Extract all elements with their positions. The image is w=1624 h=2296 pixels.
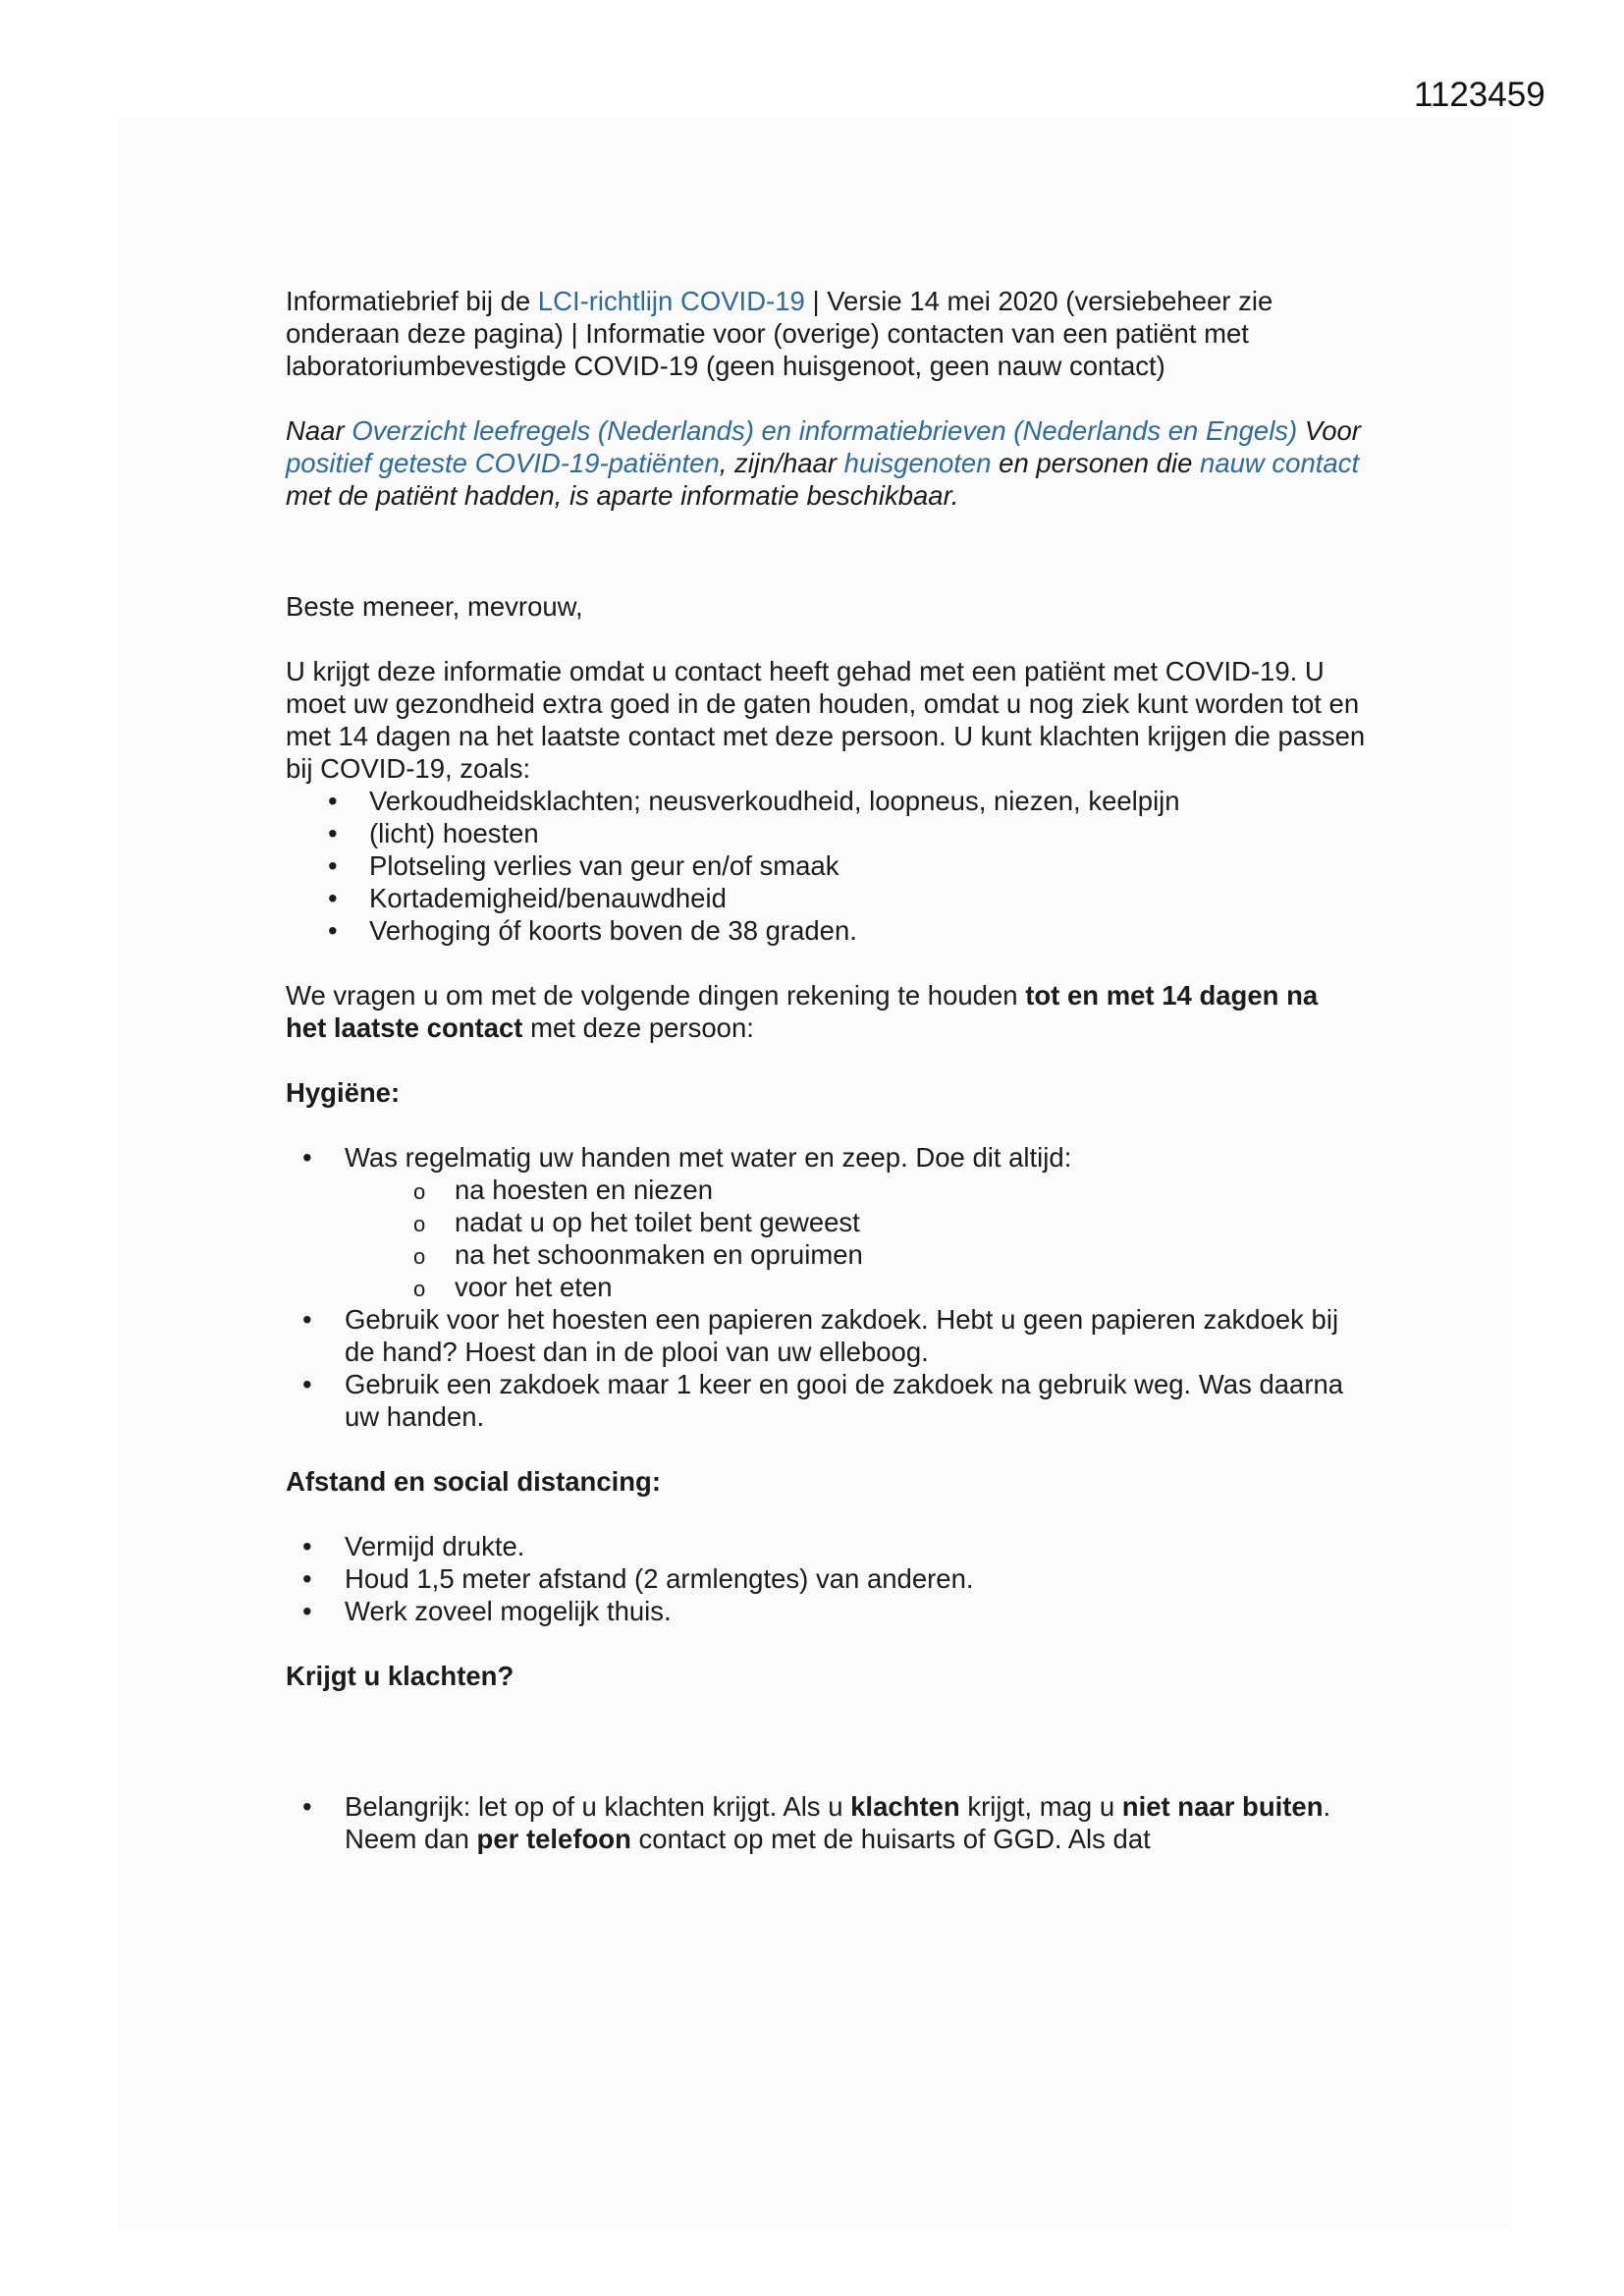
salutation: Beste meneer, mevrouw, <box>286 591 583 622</box>
list-item: o na het schoonmaken en opruimen <box>286 1238 1366 1271</box>
request-paragraph: We vragen u om met de volgende dingen rekening te houden tot en met 14 dagen na het laatste contact met deze persoon: <box>286 980 1319 1043</box>
list-item: • Houd 1,5 meter afstand (2 armlengtes) van anderen. <box>286 1562 1366 1595</box>
list-item: o voor het eten <box>286 1271 1366 1303</box>
list-item: • Werk zoveel mogelijk thuis. <box>286 1595 1366 1627</box>
list-item: • Verkoudheidsklachten; neusverkoudheid, loopneus, niezen, keelpijn <box>286 785 1366 817</box>
complaints-heading: Krijgt u klachten? <box>286 1661 514 1691</box>
header-paragraph: Informatiebrief bij de LCI-richtlijn COVID-19 | Versie 14 mei 2020 (versiebeheer zie onderaan deze pagina) | Informatie voor (overige) contacten van een patiënt met laboratoriumbevestigde COVID-19 (geen huisgenoot, geen nauw contact) <box>286 286 1273 381</box>
handwash-sublist <box>286 1174 1366 1303</box>
list-item: • Gebruik een zakdoek maar 1 keer en gooi de zakdoek na gebruik weg. Was daarna uw handen. <box>286 1368 1366 1433</box>
list-item: • Gebruik voor het hoesten een papieren zakdoek. Hebt u geen papieren zakdoek bij de hand? Hoest dan in de plooi van uw elleboog. <box>286 1303 1366 1368</box>
hygiene-list <box>286 1141 1366 1433</box>
symptom-list <box>286 785 1366 947</box>
document-body <box>286 285 1366 1855</box>
navigation-paragraph: Naar Overzicht leefregels (Nederlands) en informatiebrieven (Nederlands en Engels) Voor positief geteste COVID-19-patiënten, zijn/haar huisgenoten en personen die nauw contact met de patiënt hadden, is aparte informatie beschikbaar. <box>286 415 1361 511</box>
positive-patients-link[interactable]: positief geteste COVID-19-patiënten <box>286 448 720 478</box>
complaints-list <box>286 1790 1366 1855</box>
lci-guideline-link[interactable]: LCI-richtlijn COVID-19 <box>537 286 805 316</box>
distancing-heading: Afstand en social distancing: <box>286 1466 662 1497</box>
intro-paragraph: U krijgt deze informatie omdat u contact heeft gehad met een patiënt met COVID-19. U moet uw gezondheid extra goed in de gaten houden, omdat u nog ziek kunt worden tot en met 14 dagen na het laatste contact met deze persoon. U kunt klachten krijgen die passen bij COVID-19, zoals: <box>286 656 1366 784</box>
list-item: • (licht) hoesten <box>286 817 1366 849</box>
list-item: o nadat u op het toilet bent geweest <box>286 1206 1366 1238</box>
document-id: 1123459 <box>1414 76 1545 114</box>
overview-rules-link[interactable]: Overzicht leefregels (Nederlands) en informatiebrieven (Nederlands en Engels) <box>352 415 1298 446</box>
distancing-list <box>286 1530 1366 1627</box>
list-item: • Was regelmatig uw handen met water en zeep. Doe dit altijd: o na hoesten en niezen o nadat u op het toilet bent geweest o na het schoonmaken en opruimen o voor het eten <box>286 1141 1366 1303</box>
list-item: • Plotseling verlies van geur en/of smaak <box>286 849 1366 882</box>
list-item: • Belangrijk: let op of u klachten krijgt. Als u klachten krijgt, mag u niet naar buiten. Neem dan per telefoon contact op met de huisarts of GGD. Als dat <box>286 1790 1366 1855</box>
housemates-link[interactable]: huisgenoten <box>843 448 992 478</box>
list-item: • Verhoging óf koorts boven de 38 graden. <box>286 914 1366 947</box>
list-item: o na hoesten en niezen <box>286 1174 1366 1206</box>
list-item: • Kortademigheid/benauwdheid <box>286 882 1366 914</box>
list-item: • Vermijd drukte. <box>286 1530 1366 1562</box>
close-contact-link[interactable]: nauw contact <box>1200 448 1360 478</box>
hygiene-heading: Hygiëne: <box>286 1077 401 1108</box>
